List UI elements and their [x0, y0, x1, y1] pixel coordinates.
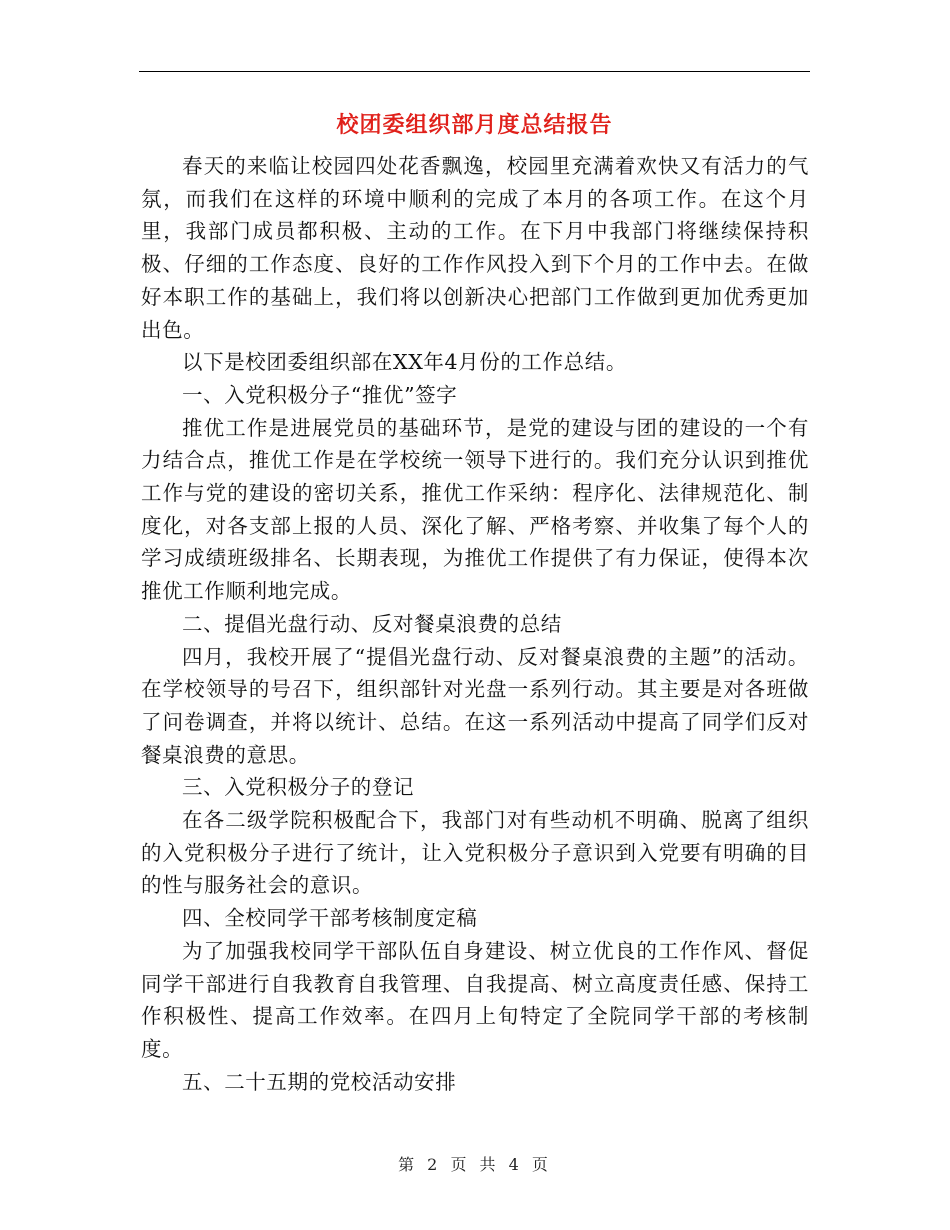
- section-heading-3: 三、入党积极分子的登记: [182, 775, 415, 800]
- document-body: [141, 150, 809, 1098]
- section-heading-4: 四、全校同学干部考核制度定稿: [182, 906, 478, 931]
- header-rule: [139, 71, 810, 72]
- paragraph-section-4: 为了加强我校同学干部队伍自身建设、树立优良的工作作风、督促同学干部进行自我教育自我管理、自我提高、树立高度责任感、保持工作积极性、提高工作效率。在四月上旬特定了全院同学干部的考核制度。: [141, 938, 809, 1061]
- section-heading-5: 五、二十五期的党校活动安排: [182, 1069, 457, 1094]
- paragraph-section-3: 在各二级学院积极配合下，我部门对有些动机不明确、脱离了组织的入党积极分子进行了统计，让入党积极分子意识到入党要有明确的目的性与服务社会的意识。: [141, 808, 809, 898]
- document-title: 校团委组织部月度总结报告: [336, 112, 613, 138]
- section-heading-2: 二、提倡光盘行动、反对餐桌浪费的总结: [182, 611, 562, 636]
- section-heading-1: 一、入党积极分子“推优”签字: [182, 382, 458, 407]
- page-number-footer: 第 2 页 共 4 页: [398, 1155, 552, 1174]
- paragraph-section-2: 四月，我校开展了“提倡光盘行动、反对餐桌浪费的主题”的活动。在学校领导的号召下，组织部针对光盘一系列行动。其主要是对各班做了问卷调查，并将以统计、总结。在这一系列活动中提高了同学们反对餐桌浪费的意思。: [141, 644, 809, 767]
- paragraph-intro: 春天的来临让校园四处花香飘逸，校园里充满着欢快又有活力的气氛，而我们在这样的环境中顺利的完成了本月的各项工作。在这个月里，我部门成员都积极、主动的工作。在下月中我部门将继续保持积极、仔细的工作态度、良好的工作作风投入到下个月的工作中去。在做好本职工作的基础上，我们将以创新决心把部门工作做到更加优秀更加出色。: [141, 154, 809, 342]
- paragraph-section-1: 推优工作是进展党员的基础环节，是党的建设与团的建设的一个有力结合点，推优工作是在学校统一领导下进行的。我们充分认识到推优工作与党的建设的密切关系，推优工作采纳：程序化、法律规范化、制度化，对各支部上报的人员、深化了解、严格考察、并收集了每个人的学习成绩班级排名、长期表现，为推优工作提供了有力保证，使得本次推优工作顺利地完成。: [141, 415, 809, 604]
- paragraph-summary-lead: 以下是校团委组织部在XX年4月份的工作总结。: [182, 350, 627, 375]
